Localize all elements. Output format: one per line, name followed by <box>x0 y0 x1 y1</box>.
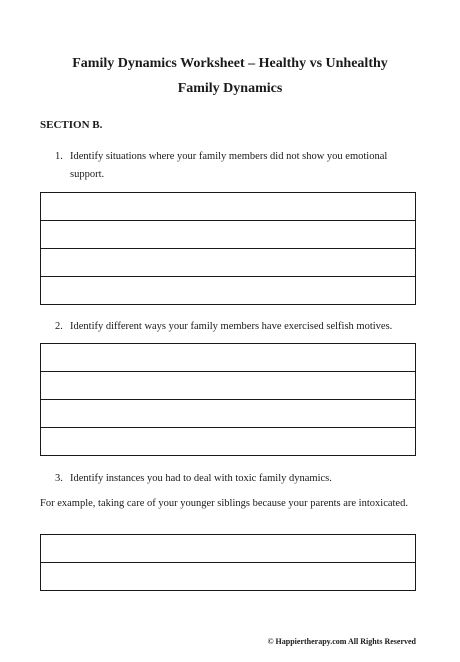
answer-row <box>41 400 416 428</box>
question-2-number: 2. <box>55 321 63 332</box>
answer-cell[interactable] <box>41 221 416 249</box>
question-3-number: 3. <box>55 473 63 484</box>
answer-cell[interactable] <box>41 428 416 456</box>
answer-cell[interactable] <box>41 249 416 277</box>
answer-cell[interactable] <box>41 344 416 372</box>
worksheet-title-line-2: Family Dynamics <box>177 81 283 96</box>
question-2-text: Identify different ways your family members have exercised selfish motives. <box>70 321 393 332</box>
question-2 <box>40 318 420 336</box>
answer-table-1 <box>40 192 416 305</box>
question-1 <box>40 148 420 184</box>
question-1-number: 1. <box>55 151 63 162</box>
question-1-text: Identify situations where your family members did not show you emotional support. <box>70 151 388 180</box>
answer-cell[interactable] <box>41 372 416 400</box>
answer-table-2 <box>40 343 416 456</box>
answer-table-3 <box>40 534 416 591</box>
answer-cell[interactable] <box>41 400 416 428</box>
answer-row <box>41 249 416 277</box>
worksheet-title-line-1: Family Dynamics Worksheet – Healthy vs Unhealthy <box>72 56 388 71</box>
answer-row <box>41 372 416 400</box>
answer-row <box>41 344 416 372</box>
answer-cell[interactable] <box>41 563 416 591</box>
answer-row <box>41 221 416 249</box>
answer-cell[interactable] <box>41 277 416 305</box>
answer-row <box>41 535 416 563</box>
question-3-example: For example, taking care of your younger siblings because your parents are intoxicated. <box>40 498 408 509</box>
copyright-footer: © Happiertherapy.com All Rights Reserved <box>267 637 416 646</box>
answer-cell[interactable] <box>41 193 416 221</box>
answer-row <box>41 193 416 221</box>
answer-cell[interactable] <box>41 535 416 563</box>
answer-row <box>41 277 416 305</box>
answer-row <box>41 563 416 591</box>
question-3 <box>40 470 420 488</box>
question-3-text: Identify instances you had to deal with toxic family dynamics. <box>70 473 332 484</box>
answer-row <box>41 428 416 456</box>
section-heading: SECTION B. <box>40 119 103 131</box>
